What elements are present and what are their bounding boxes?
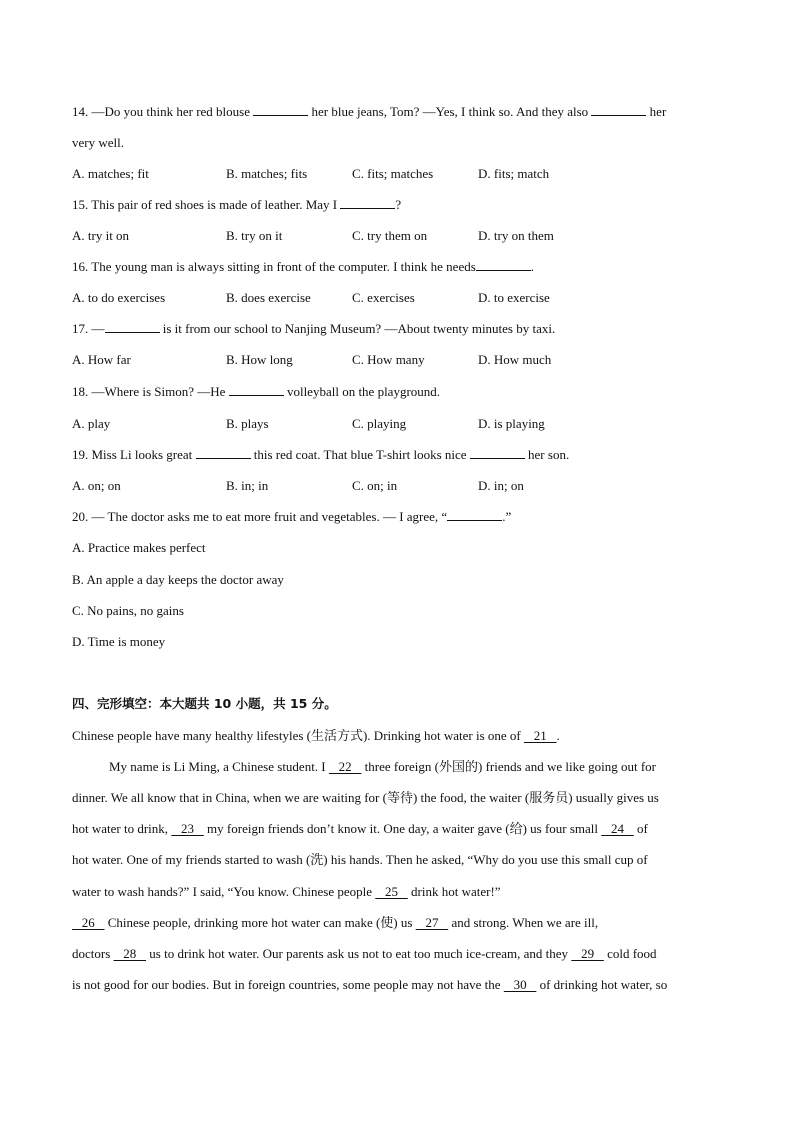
cloze-blank-30: 30: [503, 977, 537, 992]
cloze-blank-25: 25: [375, 884, 408, 899]
option-b: B. in; in: [226, 478, 269, 493]
q17-text-b: is it from our school to Nanjing Museum? —About twenty minutes by taxi.: [159, 321, 556, 336]
cloze-text: hot water to drink,: [72, 821, 172, 836]
option-b: B. matches; fits: [226, 166, 308, 181]
q20-option-c: C. No pains, no gains: [72, 603, 184, 618]
q14-options: [72, 158, 724, 189]
question-18: [72, 376, 440, 407]
cloze-blank-29: 29: [571, 946, 604, 961]
cloze-text: .: [556, 728, 560, 743]
cloze-blank-28: 28: [113, 946, 147, 961]
q16-options: [72, 282, 724, 313]
option-b: B. plays: [226, 416, 269, 431]
option-b: B. How long: [226, 352, 293, 367]
option-a: A. try it on: [72, 228, 130, 243]
cloze-line: [72, 751, 656, 782]
cloze-text: and strong. When we are ill,: [448, 915, 599, 930]
q19-text-c: her son.: [524, 447, 570, 462]
option-a: A. on; on: [72, 478, 121, 493]
section-title: 四、完形填空：本大题共 10 小题，共 15 分。: [72, 696, 337, 711]
cloze-text: three foreign (外国的) friends and we like going out for: [361, 759, 656, 774]
q16-text-b: .: [530, 259, 535, 274]
q18-options: [72, 408, 724, 439]
cloze-text: of drinking hot water, so: [536, 977, 668, 992]
q19-text-a: 19. Miss Li looks great: [72, 447, 196, 462]
cloze-line: [72, 938, 657, 969]
question-17: [72, 313, 555, 344]
option-a: A. to do exercises: [72, 290, 166, 305]
q15-text-b: ?: [395, 197, 402, 212]
cloze-blank-26: 26: [72, 915, 105, 930]
cloze-text: doctors: [72, 946, 114, 961]
option-c: C. on; in: [352, 478, 398, 493]
question-16: [72, 251, 534, 282]
cloze-text: cold food: [603, 946, 657, 961]
answer-blank: [591, 103, 646, 116]
answer-blank: [447, 508, 502, 521]
q20-text-a: 20. — The doctor asks me to eat more fruit and vegetables. — I agree, “: [72, 509, 448, 524]
answer-blank: [253, 103, 308, 116]
option-d: D. try on them: [478, 228, 554, 243]
q15-text-a: 15. This pair of red shoes is made of leather. May I: [72, 197, 341, 212]
option-d: D. to exercise: [478, 290, 550, 305]
cloze-text: Chinese people have many healthy lifestyles (生活方式). Drinking hot water is one of: [72, 728, 525, 743]
question-14: [72, 96, 666, 127]
option-a: A. matches; fit: [72, 166, 149, 181]
answer-blank: [105, 320, 160, 333]
cloze-line: [72, 876, 501, 907]
cloze-text: us to drink hot water. Our parents ask us not to eat too much ice-cream, and they: [146, 946, 572, 961]
answer-blank: [196, 446, 251, 459]
answer-blank: [340, 196, 395, 209]
q20-option-b: B. An apple a day keeps the doctor away: [72, 572, 284, 587]
cloze-blank-27: 27: [415, 915, 449, 930]
q18-text-b: volleyball on the playground.: [283, 384, 441, 399]
option-d: D. How much: [478, 352, 552, 367]
cloze-line: hot water. One of my friends started to wash (洗) his hands. Then he asked, “Why do you use this small cup of: [72, 852, 648, 867]
q17-options: [72, 344, 724, 375]
q15-options: [72, 220, 724, 251]
cloze-line: [72, 907, 598, 938]
option-c: C. playing: [352, 416, 407, 431]
cloze-text: water to wash hands?” I said, “You know. Chinese people: [72, 884, 376, 899]
option-b: B. does exercise: [226, 290, 311, 305]
cloze-text: drink hot water!”: [407, 884, 501, 899]
option-c: C. fits; matches: [352, 166, 434, 181]
q19-options: [72, 470, 724, 501]
q16-text-a: 16. The young man is always sitting in front of the computer. I think he needs: [72, 259, 476, 274]
answer-blank: [470, 446, 525, 459]
option-d: D. is playing: [478, 416, 545, 431]
question-15: [72, 189, 401, 220]
option-c: C. try them on: [352, 228, 428, 243]
q19-text-b: this red coat. That blue T-shirt looks nice: [250, 447, 470, 462]
cloze-blank-24: 24: [601, 821, 634, 836]
q20-option-a: A. Practice makes perfect: [72, 540, 206, 555]
option-d: D. in; on: [478, 478, 524, 493]
option-a: A. How far: [72, 352, 131, 367]
cloze-text: is not good for our bodies. But in foreign countries, some people may not have the: [72, 977, 504, 992]
q14-text-a: 14. —Do you think her red blouse: [72, 104, 254, 119]
question-20: [72, 501, 511, 532]
cloze-blank-21: 21: [524, 728, 557, 743]
answer-blank: [229, 383, 284, 396]
cloze-blank-23: 23: [171, 821, 204, 836]
cloze-line: [72, 969, 667, 1000]
q17-text-a: 17. —: [72, 321, 105, 336]
option-b: B. try on it: [226, 228, 283, 243]
q14-text-c: her: [646, 104, 667, 119]
q20-text-b: .”: [502, 509, 512, 524]
q18-text-a: 18. —Where is Simon? —He: [72, 384, 229, 399]
question-19: [72, 439, 569, 470]
cloze-text: my foreign friends don’t know it. One day, a waiter gave (给) us four small: [203, 821, 602, 836]
cloze-text: Chinese people, drinking more hot water can make (使) us: [104, 915, 416, 930]
q14-text-b: her blue jeans, Tom? —Yes, I think so. And they also: [308, 104, 592, 119]
option-d: D. fits; match: [478, 166, 550, 181]
q20-option-d: D. Time is money: [72, 634, 166, 649]
q14-line2: very well.: [72, 135, 124, 150]
answer-blank: [476, 258, 531, 271]
cloze-line: dinner. We all know that in China, when we are waiting for (等待) the food, the waiter (服务员) usually gives us: [72, 790, 659, 805]
option-a: A. play: [72, 416, 111, 431]
option-c: C. exercises: [352, 290, 415, 305]
cloze-text: of: [633, 821, 648, 836]
cloze-line: [72, 813, 648, 844]
option-c: C. How many: [352, 352, 425, 367]
cloze-blank-22: 22: [328, 759, 362, 774]
cloze-text: My name is Li Ming, a Chinese student. I: [109, 759, 329, 774]
cloze-intro: [72, 720, 560, 751]
